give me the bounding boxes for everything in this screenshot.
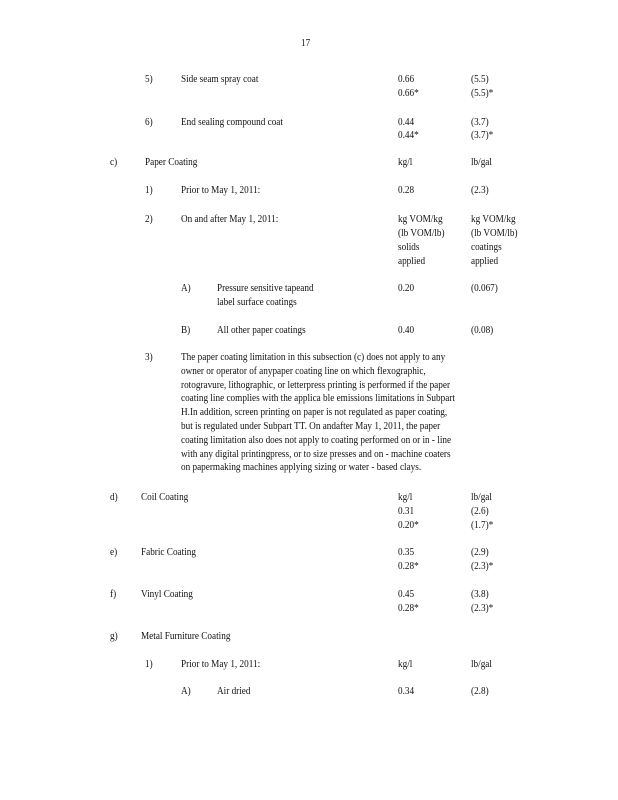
subitem-label: B) xyxy=(181,325,191,336)
paragraph-line: The paper coating limitation in this subsection (c) does not apply to any xyxy=(181,352,446,363)
item-text: End sealing compound coat xyxy=(181,117,283,128)
item-label: 3) xyxy=(145,352,153,363)
item-text: On and after May 1, 2011: xyxy=(181,214,279,225)
value-english: (2.9) xyxy=(471,547,489,558)
value-english: (1.7)* xyxy=(471,520,494,531)
value-metric: 0.28* xyxy=(398,561,419,572)
value-english: (5.5) xyxy=(471,74,489,85)
subitem-text: Pressure sensitive tapeand xyxy=(217,283,314,294)
unit-metric: solids xyxy=(398,242,420,253)
paragraph-line: coating limitation also does not apply to coating performed on or in - line xyxy=(181,434,452,446)
unit-english: lb/gal xyxy=(471,659,492,670)
unit-metric: applied xyxy=(398,256,426,267)
value-english: (5.5)* xyxy=(471,88,494,99)
section-heading: Metal Furniture Coating xyxy=(141,631,231,642)
unit-english: lb/gal xyxy=(471,492,492,503)
unit-english: applied xyxy=(471,256,499,267)
subitem-label: A) xyxy=(181,283,191,294)
unit-metric: kg/l xyxy=(398,157,413,168)
section-label: f) xyxy=(110,589,117,600)
value-english: (0.08) xyxy=(471,325,494,336)
item-text: Prior to May 1, 2011: xyxy=(181,659,261,670)
unit-metric: (lb VOM/lb) xyxy=(398,228,445,239)
subitem-text: All other paper coatings xyxy=(217,325,306,336)
subitem-label: A) xyxy=(181,686,191,697)
value-metric: 0.44 xyxy=(398,117,415,128)
unit-metric: kg/l xyxy=(398,492,413,503)
unit-english: kg VOM/kg xyxy=(471,214,516,225)
paragraph-line: owner or operator of anypaper coating line on which flexographic, xyxy=(181,365,426,377)
unit-english: coatings xyxy=(471,242,502,253)
value-metric: 0.35 xyxy=(398,547,415,558)
unit-metric: kg VOM/kg xyxy=(398,214,443,225)
value-metric: 0.66* xyxy=(398,88,419,99)
item-text: Side seam spray coat xyxy=(181,74,259,85)
value-metric: 0.34 xyxy=(398,686,415,697)
section-heading: Coil Coating xyxy=(141,492,189,503)
section-label: c) xyxy=(110,157,118,168)
section-label: d) xyxy=(110,492,118,503)
paragraph-line: H.In addition, screen printing on paper is not regulated as paper coating, xyxy=(181,407,448,419)
section-label: e) xyxy=(110,547,118,558)
unit-english: lb/gal xyxy=(471,157,492,168)
value-english: (2.3) xyxy=(471,185,489,196)
item-label: 2) xyxy=(145,214,153,225)
item-label: 1) xyxy=(145,659,153,670)
value-english: (3.8) xyxy=(471,589,489,600)
page-number: 17 xyxy=(301,38,311,49)
value-metric: 0.40 xyxy=(398,325,415,336)
value-english: (2.8) xyxy=(471,686,489,697)
value-metric: 0.28* xyxy=(398,603,419,614)
unit-metric: kg/l xyxy=(398,659,413,670)
subitem-text: label surface coatings xyxy=(217,297,297,308)
paragraph-line: coating line complies with the applica ble emissions limitations in Subpart xyxy=(181,393,455,405)
subitem-text: Air dried xyxy=(217,686,251,697)
value-metric: 0.31 xyxy=(398,506,415,517)
exemption-paragraph xyxy=(181,351,540,475)
value-english: (2.6) xyxy=(471,506,489,517)
section-heading: Fabric Coating xyxy=(141,547,196,558)
value-english: (2.3)* xyxy=(471,561,494,572)
paragraph-line: rotogravure, lithographic, or letterpress printing is performed if the paper xyxy=(181,379,451,391)
section-heading: Paper Coating xyxy=(145,157,198,168)
section-heading: Vinyl Coating xyxy=(141,589,193,600)
section-label: g) xyxy=(110,631,118,642)
item-label: 1) xyxy=(145,185,153,196)
value-metric: 0.28 xyxy=(398,185,415,196)
paragraph-line: but is regulated under Subpart TT. On andafter May 1, 2011, the paper xyxy=(181,420,441,432)
paragraph-line: on papermaking machines applying sizing or water - based clays. xyxy=(181,462,422,474)
value-metric: 0.20* xyxy=(398,520,419,531)
value-metric: 0.20 xyxy=(398,283,415,294)
value-metric: 0.45 xyxy=(398,589,415,600)
item-text: Prior to May 1, 2011: xyxy=(181,185,261,196)
value-english: (0.067) xyxy=(471,283,498,294)
value-metric: 0.66 xyxy=(398,74,415,85)
item-label: 5) xyxy=(145,74,153,85)
value-english: (2.3)* xyxy=(471,603,494,614)
paragraph-line: with any digital printingpress, or to size presses and on - machine coaters xyxy=(181,448,451,460)
value-english: (3.7)* xyxy=(471,130,494,141)
value-english: (3.7) xyxy=(471,117,489,128)
value-metric: 0.44* xyxy=(398,130,419,141)
unit-english: (lb VOM/lb) xyxy=(471,228,518,239)
item-label: 6) xyxy=(145,117,153,128)
